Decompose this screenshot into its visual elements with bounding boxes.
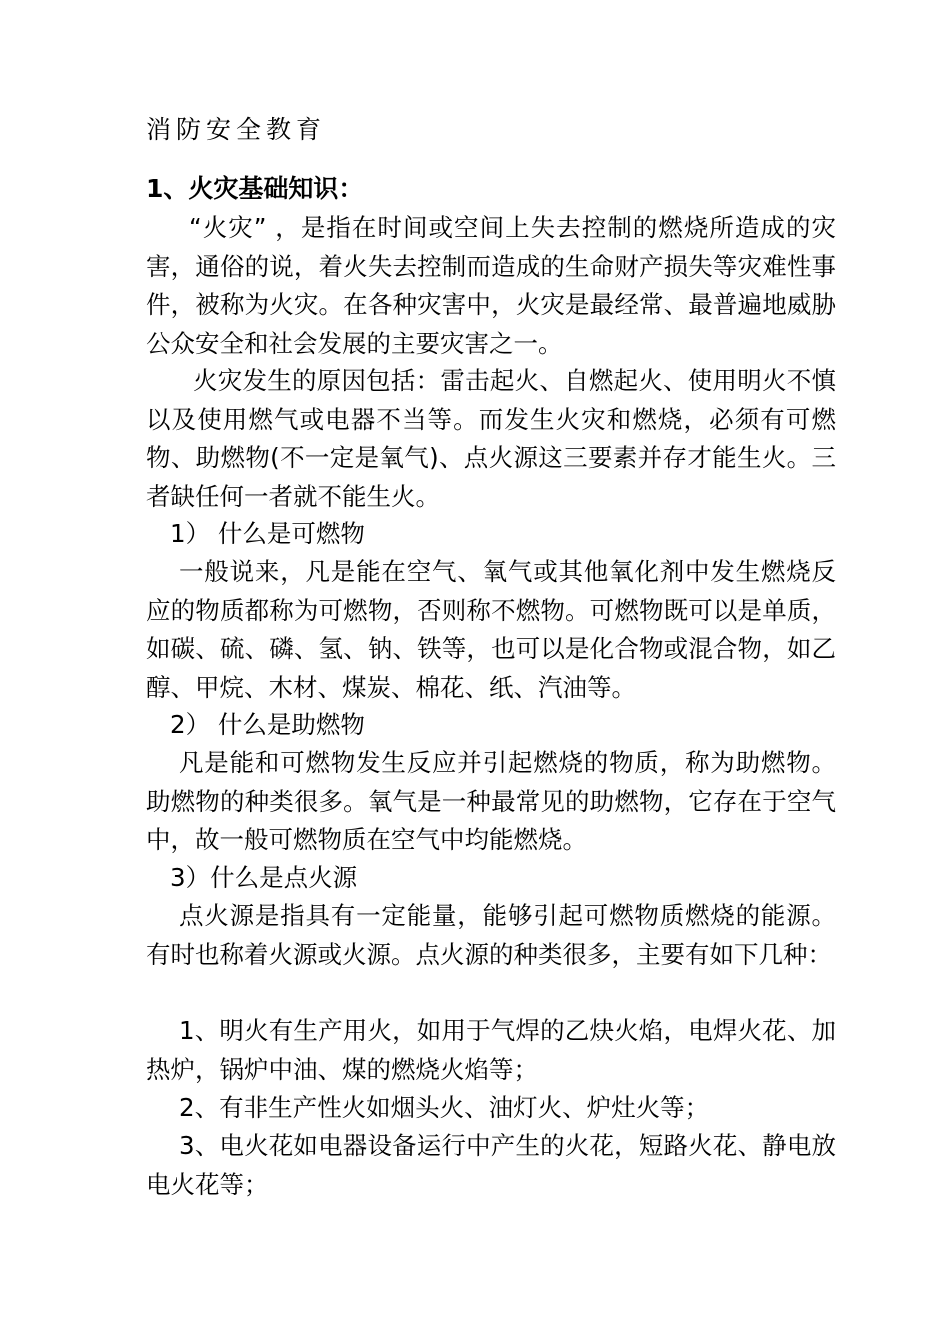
- document-title: 消防安全教育: [146, 115, 327, 144]
- subheading-combustibles: 1） 什么是可燃物: [170, 519, 365, 548]
- paragraph-fire-causes: 火灾发生的原因包括：雷击起火、自燃起火、使用明火不慎以及使用燃气或电器不当等。而发生火灾和燃烧，必须有可燃物、助燃物(不一定是氧气)、点火源这三要素并存才能生火。三者缺任何一者就不能生火。: [146, 366, 836, 511]
- list-item-non-production-fire: 2、有非生产性火如烟头火、油灯火、炉灶火等；: [179, 1093, 710, 1122]
- section-heading: 1、火灾基础知识：: [146, 174, 364, 203]
- list-item-electric-spark: 3、电火花如电器设备运行中产生的火花，短路火花、静电放电火花等；: [146, 1131, 836, 1199]
- subheading-ignition-sources: 3）什么是点火源: [170, 863, 358, 892]
- subheading-oxidizers: 2） 什么是助燃物: [170, 710, 365, 739]
- paragraph-ignition-sources: 点火源是指具有一定能量，能够引起可燃物质燃烧的能源。有时也称着火源或火源。点火源的种类很多，主要有如下几种：: [146, 901, 836, 969]
- paragraph-oxidizers: 凡是能和可燃物发生反应并引起燃烧的物质，称为助燃物。助燃物的种类很多。氧气是一种最常见的助燃物，它存在于空气中，故一般可燃物质在空气中均能燃烧。: [146, 748, 836, 854]
- paragraph-fire-definition: “火灾” ，是指在时间或空间上失去控制的燃烧所造成的灾害，通俗的说，着火失去控制而造成的生命财产损失等灾难性事件，被称为火灾。在各种灾害中，火灾是最经常、最普遍地威胁公众安全和社会发展的主要灾害之一。: [146, 213, 836, 358]
- paragraph-combustibles: 一般说来，凡是能在空气、氧气或其他氧化剂中发生燃烧反应的物质都称为可燃物，否则称不燃物。可燃物既可以是单质，如碳、硫、磷、氢、钠、铁等，也可以是化合物或混合物，如乙醇、甲烷、木材、煤炭、棉花、纸、汽油等。: [146, 557, 836, 702]
- list-item-open-flame: 1、明火有生产用火，如用于气焊的乙炔火焰，电焊火花、加热炉，锅炉中油、煤的燃烧火焰等；: [146, 1016, 836, 1084]
